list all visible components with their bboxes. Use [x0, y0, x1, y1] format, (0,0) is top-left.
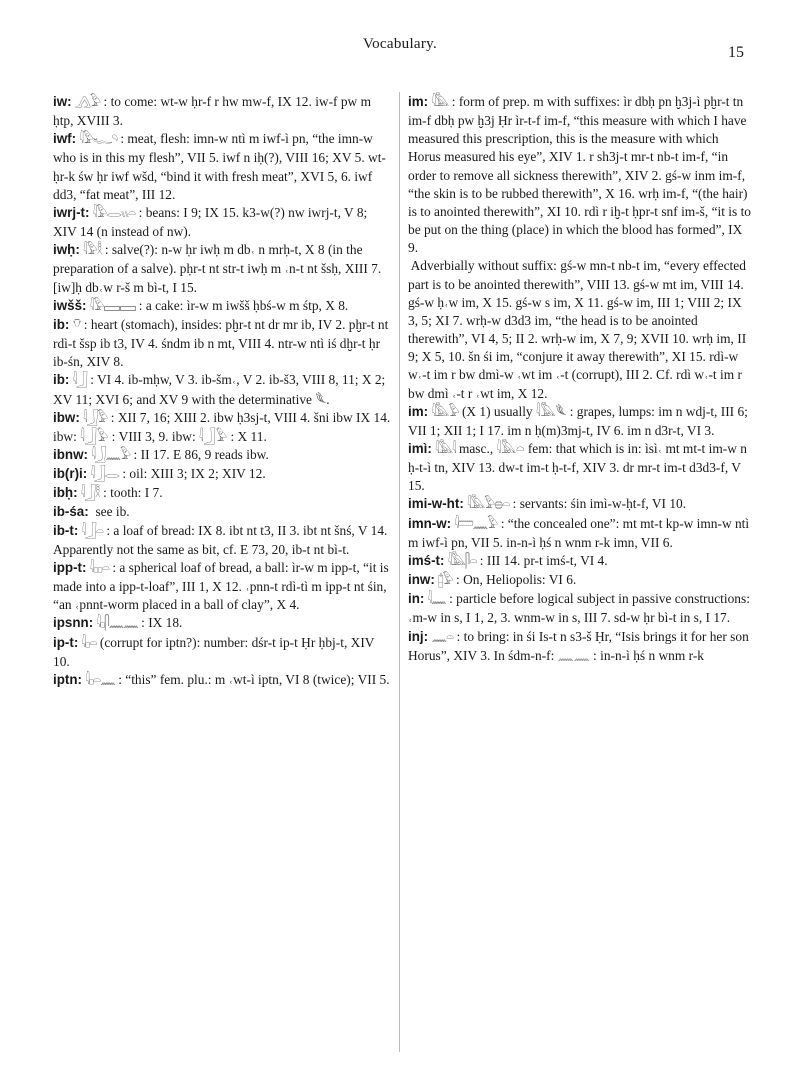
- vocab-entry: [53, 297, 391, 316]
- entry-definition: : tooth: I 7.: [103, 485, 163, 501]
- entry-headword: iwrj-t:: [53, 204, 90, 220]
- left-column: [53, 93, 391, 690]
- entry-definition: : II 17. E 86, 9 reads ibw.: [133, 446, 269, 462]
- entry-definition: see ib.: [95, 504, 130, 520]
- entry-headword: ib(r)i:: [53, 466, 88, 482]
- entry-headword: im:: [408, 94, 429, 109]
- entry-headword: imś-t:: [408, 552, 445, 568]
- entry-definition: : “the concealed one”: mt mt-t kp-w imn-w ntì m iwf-ì pn, VII 5. in-n-ì ḥś n wnm r-k imn, VII 6.: [408, 515, 750, 550]
- entry-headword: imi-w-ht:: [408, 496, 464, 512]
- entry-headword: iw:: [53, 94, 72, 109]
- page-title: Vocabulary.: [362, 36, 438, 52]
- entry-definition: : On, Heliopolis: VI 6.: [456, 572, 577, 588]
- entry-definition: : a loaf of bread: IX 8. ibt nt t3, II 3. ibt nt šnś, V 14. Apparently not the same as bit, cf. E 73, 20, ib-t nt bì-t.: [53, 522, 388, 557]
- vocab-entry: [408, 628, 754, 665]
- entry-definition: : form of prep. m with suffixes: ìr dbḥ pn ḫ3j-ì pḫr-t tn im-f dbḥ pw ḫ3j Ḥr ìr-t-f im-f, “this measure with which I have measured this prescription, this is the measure with which Horus measured his eye”, XIV 1. r sh3j-t mr-t nb-t im-f, “in order to remove all sickness therewith”, XIV 2. gś-w inm im-f, “the skin is to be rubbed therewith”, X 16. wrḥ im-f, “(the hair) is to anointed therewith”, XI 10. rdì r iḫ-t ḥpr-t snf im-š, “it is to be put on the thing (place) in which the blood has formed”, IX 9.: [408, 94, 751, 256]
- vocab-entry: [53, 371, 391, 408]
- hieroglyph-icon: 𓇋𓃀: [72, 373, 87, 389]
- hieroglyph-icon: 𓇋𓊪𓏏𓈖: [85, 672, 115, 688]
- entry-headword: iwf:: [53, 131, 77, 147]
- vocab-entry: [53, 409, 391, 446]
- hieroglyph-icon: 𓇋𓊪𓏏: [81, 635, 97, 651]
- entry-definition: : to come: wt-w ḥr-f r hw mw-f, IX 12. iw-f pw m ḥtp, XVIII 3.: [53, 94, 371, 129]
- entry-definition: : a cake: ìr-w m iwšš ḥbś-w m śtp, X 8.: [138, 297, 349, 313]
- hieroglyph-icon: 𓇋𓃀𓏏: [81, 523, 103, 539]
- entry-definition: : a spherical loaf of bread, a ball: ìr-w m ipp-t, “it is made into a ipp-t-loaf”, III 1, X 12. ˓pnn-t rdì-tì m ipp-t nt śin, “an ˓pnnt-worm placed in a ball of clay”, X 4.: [53, 559, 389, 613]
- hieroglyph-icon: 𓇋𓅓: [431, 95, 449, 110]
- entry-definition: : to bring: in śi Is-t n s3-š Ḥr, “Isis brings it for her son Horus”, XIV 3. In śdm-n-f: 𓈖𓈖 : in-n-ì ḥś n wnm r-k: [408, 628, 749, 663]
- entry-definition: : meat, flesh: imn-w ntì m iwf-ì pn, “the imn-w who is in this my flesh”, VII 5. iwf n iḥ(?), VIII 16; XV 5. wt-ḥr-k św ḥr iwf wšd, “bind it with fresh meat”, XVI 5, 6. iwf dd3, “fat meat”, III 12.: [53, 131, 386, 202]
- entry-headword: iptn:: [53, 671, 82, 687]
- hieroglyph-icon: 𓉺𓅱: [438, 573, 453, 589]
- vocab-entry: [408, 571, 754, 590]
- hieroglyph-icon: 𓇋𓈖: [427, 592, 446, 608]
- hieroglyph-icon: 𓇋𓃀𓈖𓅱: [91, 447, 131, 463]
- entry-headword: ibḥ:: [53, 485, 78, 501]
- entry-definition: : salve(?): n-w ḥr iwḥ m db˓ n mrḥ-t, X 8 (in the preparation of a salve). pḥr-t nt str-t iwḥ m ˓n-t nt šsḥ, XIII 7. [iw]ḥ db˓w r-š m bì-t, I 15.: [53, 242, 382, 295]
- entry-headword: ibw:: [53, 409, 80, 425]
- entry-headword: ib-śa:: [53, 504, 89, 520]
- hieroglyph-icon: 𓇋𓅱𓈙𓈙: [89, 298, 136, 314]
- vocab-entry: [53, 465, 391, 484]
- entry-definition: masc., 𓇋𓅓𓏏 fem: that which is in: ìsì˓ mt mt-t im-w n ḥ-t-ì tn, XIV 13. dw-t im-t ḥ-t-f, XIV 3. dr mr-t im-t d3d3-f, V 15.: [408, 440, 747, 494]
- entry-definition: Adverbially without suffix: gś-w mn-t nb-t im, “every effected part is to be anointed therewith”, VIII 13. gś-w mt im, VIII 14. gś-w ḥ˓w im, X 15. gś-w s im, X 11. gś-w im, III 1; VIII 2; IX 3, 5; XI 7. wrḥ-w d3d3 im, “the head is to be anointed therewith”, VI 4, 5; II 2. wrḥ-w im, X 7, 9; XVII 10. wrḥ im, II 9; X 5, 10. šn śi im, “conjure it away therewith”, XI 15. rdì-w w˓-t im r bw dmì-w ˓wt im ˓-t (corrupt), III 2. Cf. rdì w˓-t im r bw dmì ˓-t r ˓wt im, X 12.: [408, 258, 747, 401]
- vocab-entry: [53, 671, 391, 690]
- hieroglyph-icon: 𓂻𓅱: [74, 95, 101, 110]
- hieroglyph-icon: 𓇋𓅓𓇋: [435, 441, 456, 457]
- vocab-entry: [53, 503, 391, 521]
- entry-headword: ib:: [53, 316, 70, 332]
- entry-headword: ibnw:: [53, 446, 88, 462]
- vocab-entry: [408, 257, 754, 402]
- vocab-entry: [408, 495, 754, 514]
- entry-definition: : IX 18.: [141, 615, 183, 631]
- hieroglyph-icon: 𓇋𓃀𓅱: [83, 410, 108, 426]
- vocab-entry: [53, 559, 391, 614]
- vocab-entry: [53, 241, 391, 296]
- entry-headword: imn-w:: [408, 515, 452, 531]
- entry-definition: : XII 7, 16; XIII 2. ibw ḥ3sj-t, VIII 4. šni ibw IX 14. ibw: 𓇋𓃀𓅱 : VIII 3, 9. ibw: 𓇋𓃀𓅱 : X 11.: [53, 409, 391, 444]
- hieroglyph-icon: 𓇋𓅱𓎛: [83, 243, 102, 259]
- entry-headword: iwḥ:: [53, 242, 80, 258]
- hieroglyph-icon: 𓇋𓅓𓅱𓐍𓏏: [467, 497, 510, 513]
- entry-definition: : servants: śin imì-w-ḥt-f, VI 10.: [512, 496, 687, 512]
- vocab-entry: [408, 515, 754, 552]
- hieroglyph-icon: 𓇋𓏠𓈖𓅱: [454, 516, 498, 532]
- entry-headword: ib-t:: [53, 522, 79, 538]
- vocab-entry: [53, 316, 391, 371]
- vocab-entry: [53, 484, 391, 503]
- entry-headword: in:: [408, 591, 425, 607]
- hieroglyph-icon: 𓇋𓊪𓋴𓈖𓈖: [96, 616, 138, 632]
- hieroglyph-icon: 𓇋𓅓𓅱: [431, 404, 459, 420]
- entry-definition: : heart (stomach), insides: pḫr-t nt dr mr ib, IV 2. pḫr-t nt rdì-t šsp ib t3, IV 4. śndm ib n mt, VIII 4. ntr-w ntì iś dḫr-t ḥr ib-śn, XIV 8.: [53, 316, 389, 370]
- column-divider: [399, 92, 400, 1052]
- entry-definition: : VI 4. ib-mḥw, V 3. ib-šm˓, V 2. ib-š3, VIII 8, 11; X 2; XV 11; XVI 6; and XV 9 with the determinative 𓆰.: [53, 372, 386, 407]
- entry-headword: iwšš:: [53, 297, 87, 313]
- hieroglyph-icon: 𓈖𓏏: [431, 629, 454, 645]
- vocab-entry: [408, 440, 754, 495]
- entry-headword: imì:: [408, 440, 432, 456]
- vocab-entry: [53, 93, 391, 130]
- vocab-entry: [53, 130, 391, 204]
- vocab-entry: [53, 634, 391, 671]
- vocab-entry: [53, 204, 391, 241]
- hieroglyph-icon: 𓇋𓃀𓂋: [90, 467, 119, 483]
- vocab-entry: [408, 590, 754, 627]
- vocab-entry: [408, 552, 754, 571]
- page-number: 15: [728, 44, 744, 61]
- hieroglyph-icon: 𓇋𓃀𓎛: [80, 486, 100, 502]
- entry-headword: inw:: [408, 572, 435, 588]
- entry-definition: : beans: I 9; IX 15. k3-w(?) nw iwrj-t, V 8; XIV 14 (n instead of nw).: [53, 204, 368, 240]
- right-column: [408, 93, 754, 665]
- entry-definition: : III 14. pr-t imś-t, VI 4.: [479, 552, 608, 568]
- entry-definition: : oil: XIII 3; IX 2; XIV 12.: [122, 466, 266, 482]
- entry-headword: ipp-t:: [53, 559, 87, 575]
- page-header: [0, 36, 800, 60]
- hieroglyph-icon: 𓇋𓊪𓊪𓏏: [89, 560, 109, 576]
- hieroglyph-icon: 𓇋𓅱𓆑𓄹: [79, 132, 117, 148]
- vocab-entry: [408, 93, 754, 257]
- entry-definition: : “this” fem. plu.: m ˓wt-ì iptn, VI 8 (twice); VII 5.: [118, 671, 390, 687]
- entry-headword: inj:: [408, 628, 429, 644]
- vocab-entry: [53, 614, 391, 633]
- vocab-entry: [53, 446, 391, 465]
- entry-definition: (X 1) usually 𓇋𓅓𓆰 : grapes, lumps: im n wdj-t, III 6; VII 1; XII 1; I 17. im n ḥ(m)3mj-t, IV 6. im n d3r-t, VI 3.: [408, 403, 748, 438]
- entry-headword: ipsnn:: [53, 615, 94, 631]
- hieroglyph-icon: 𓇋𓅓𓋴𓏏: [447, 553, 477, 569]
- entry-headword: im:: [408, 403, 429, 419]
- hieroglyph-icon: 𓄣: [72, 317, 81, 333]
- entry-headword: ib:: [53, 372, 70, 388]
- entry-headword: ip-t:: [53, 634, 79, 650]
- vocab-entry: [53, 522, 391, 559]
- entry-definition: (corrupt for iptn?): number: dśr-t ip-t Ḥr ḥbj-t, XIV 10.: [53, 634, 375, 669]
- entry-definition: : particle before logical subject in passive constructions: ˓m-w in s, I 1, 2, 3. wnm-w in s, III 7. sd-w ḥr bì-t in s, I 17.: [408, 591, 750, 626]
- hieroglyph-icon: 𓇋𓅱𓂋𓏭𓏏: [92, 205, 136, 221]
- vocab-entry: [408, 403, 754, 440]
